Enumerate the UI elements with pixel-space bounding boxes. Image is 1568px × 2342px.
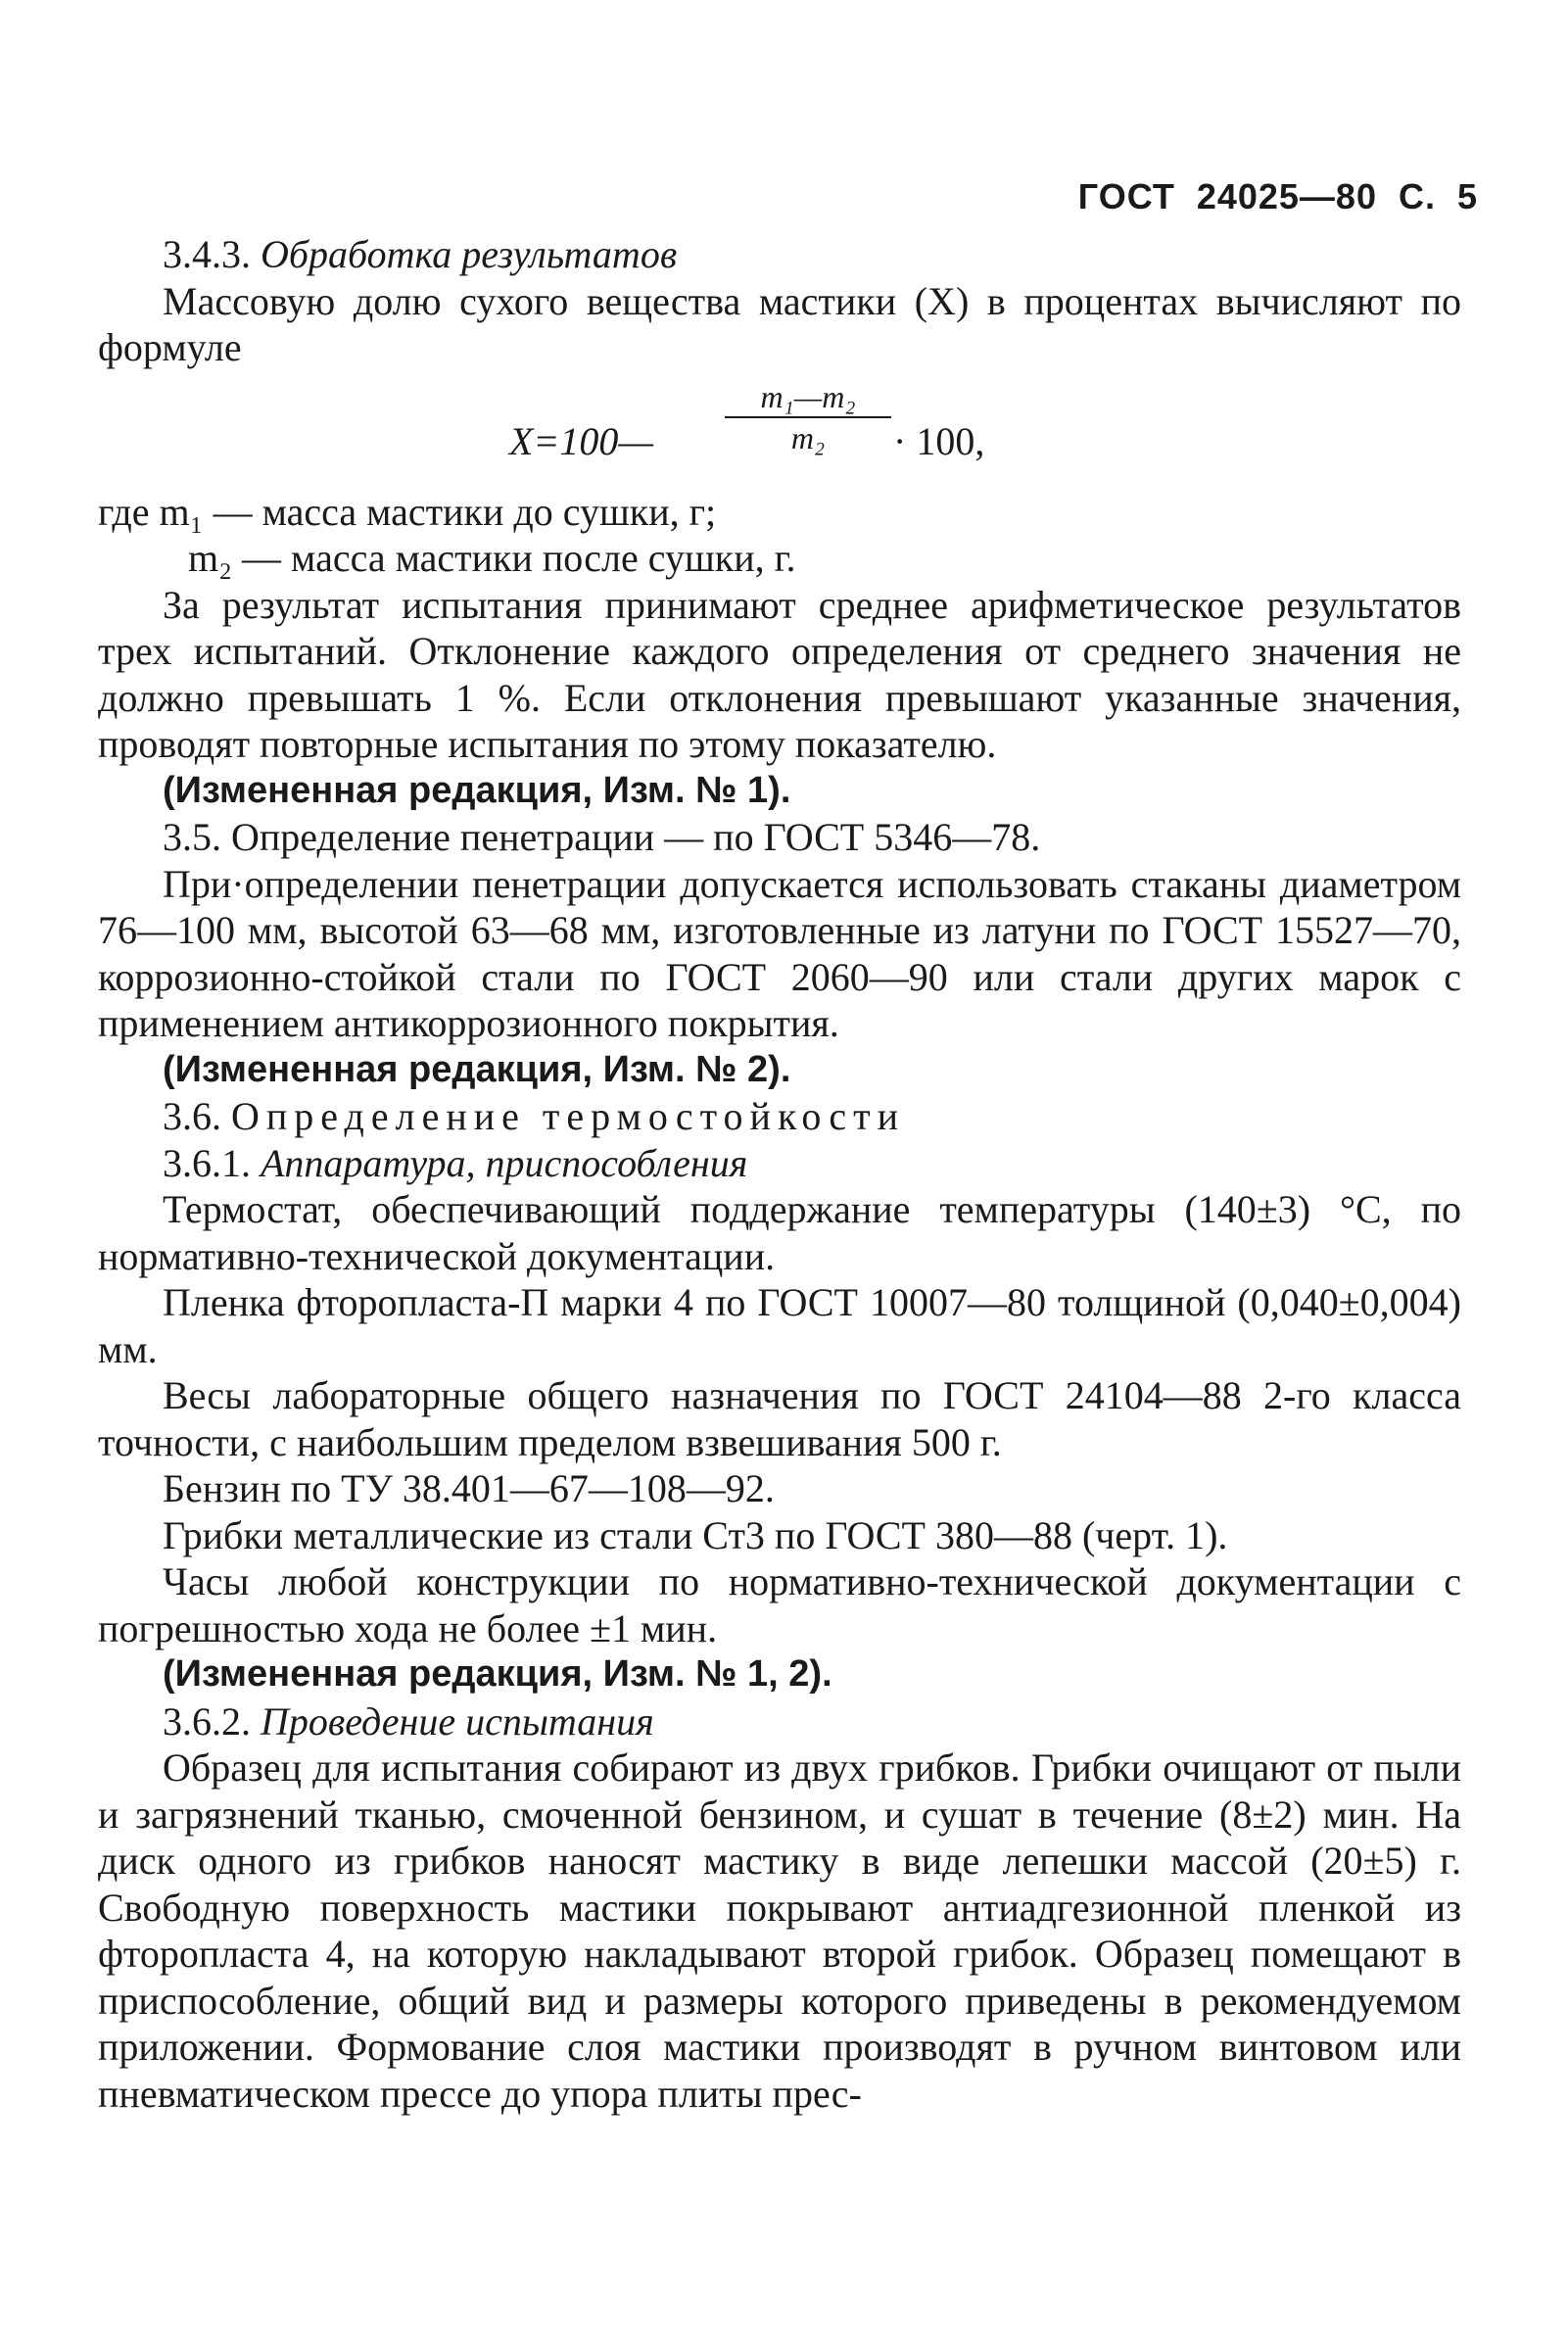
penetration-paragraph: При·определении пенетрации допускается использовать стаканы диаметром 76—100 мм, высотой 63—68 мм, изготовленные из латуни по ГОСТ 15527—70, коррозионно-стойкой стали по ГОСТ 2060—90 или стали других марок с применением антикоррозионного покрытия. bbox=[98, 861, 1461, 1045]
section-title: Обработка результатов bbox=[261, 232, 678, 276]
result-paragraph: За результат испытания принимают среднее арифметическое результатов трех испытаний. Отклонение каждого определения от среднего значения не должно превышать 1 %. Если отклонения превышают указанные значения, проводят повторные испытания по этому показателю. bbox=[98, 582, 1461, 766]
clock-item: Часы любой конструкции по нормативно-технической документации с погрешностью хода не более ±1 мин. bbox=[98, 1559, 1461, 1650]
formula-denominator: m₂ bbox=[790, 419, 826, 455]
formula-numerator: m₁—m₂ bbox=[725, 377, 891, 418]
section-number: 3.4.3. bbox=[163, 232, 251, 276]
section-title: Аппаратура, приспособления bbox=[261, 1140, 748, 1185]
section-number: 3.6.1. bbox=[163, 1140, 251, 1185]
scales-item: Весы лабораторные общего назначения по ГОСТ 24104—88 2-го класса точности, с наибольшим пределом взвешивания 500 г. bbox=[98, 1373, 1461, 1464]
formula-intro: Массовую долю сухого вещества мастики (X) в процентах вычисляют по формуле bbox=[98, 278, 1461, 369]
thermostat-item: Термостат, обеспечивающий поддержание температуры (140±3) °С, по нормативно-технической документации. bbox=[98, 1187, 1461, 1278]
film-item: Пленка фторопласта-П марки 4 по ГОСТ 10007—80 толщиной (0,040±0,004) мм. bbox=[98, 1280, 1461, 1371]
amendment-note-1: (Измененная редакция, Изм. № 1). bbox=[163, 769, 791, 811]
formula-right: · 100, bbox=[893, 418, 985, 463]
section-3-6-1-heading bbox=[98, 1140, 1461, 1187]
section-number: 3.6.2. bbox=[163, 1698, 251, 1744]
section-3-6-2-heading bbox=[98, 1698, 1461, 1745]
mushrooms-item: Грибки металлические из стали Ст3 по ГОСТ 380—88 (черт. 1). bbox=[163, 1512, 1228, 1557]
section-3-5: 3.5. Определение пенетрации — по ГОСТ 5346—78. bbox=[163, 815, 1041, 859]
section-number: 3.6. bbox=[163, 1094, 221, 1138]
formula-fraction bbox=[725, 377, 891, 457]
formula-left: X=100— bbox=[509, 418, 653, 463]
section-title: Определение термостойкости bbox=[231, 1094, 905, 1138]
where-m2: m₂ — масса мастики после сушки, г. bbox=[188, 536, 796, 580]
section-3-6-heading bbox=[98, 1093, 1461, 1140]
petrol-item: Бензин по ТУ 38.401—67—108—92. bbox=[163, 1466, 775, 1510]
amendment-note-2: (Измененная редакция, Изм. № 2). bbox=[163, 1048, 791, 1090]
page-header: ГОСТ 24025—80 С. 5 bbox=[1077, 176, 1478, 216]
section-title: Проведение испытания bbox=[261, 1698, 654, 1744]
mass-fraction-formula bbox=[98, 371, 1461, 489]
where-m1: где m₁ — масса мастики до сушки, г; bbox=[98, 489, 717, 534]
test-procedure-paragraph: Образец для испытания собирают из двух грибков. Грибки очищают от пыли и загрязнений тканью, смоченной бензином, и сушат в течение (8±2) мин. На диск одного из грибков наносят мастику в виде лепешки массой (20±5) г. Свободную поверхность мастики покрывают антиадгезионной пленкой из фторопласта 4, на которую накладывают второй грибок. Образец помещают в приспособление, общий вид и размеры которого приведены в рекомендуемом приложении. Формование слоя мастики производят в ручном винтовом или пневматическом прессе до упора плиты прес- bbox=[98, 1745, 1461, 2116]
amendment-note-1-2: (Измененная редакция, Изм. № 1, 2). bbox=[163, 1653, 832, 1695]
document-body bbox=[98, 231, 1461, 2117]
section-3-4-3-heading bbox=[98, 231, 1461, 278]
